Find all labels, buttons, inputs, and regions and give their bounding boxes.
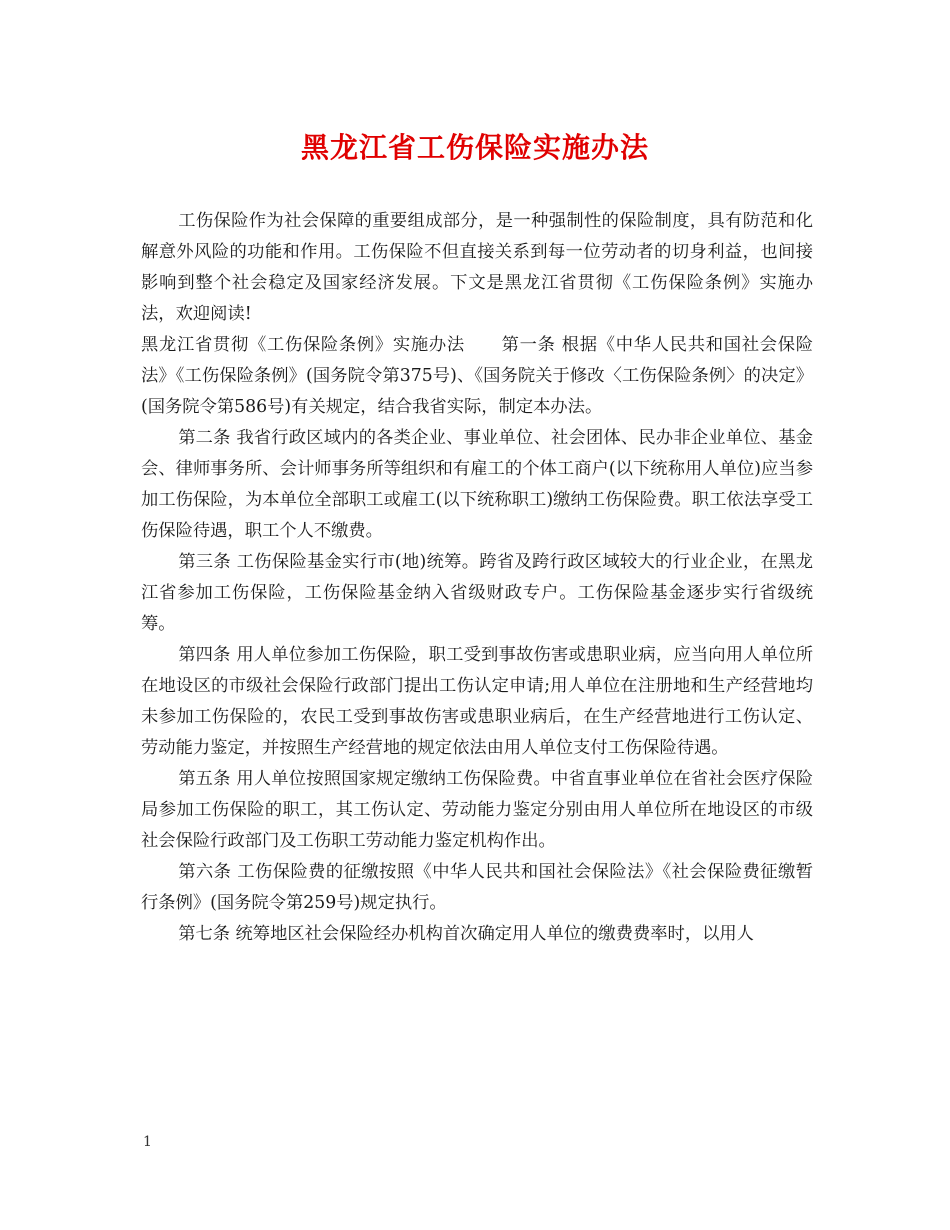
subheading-and-article-1 bbox=[141, 330, 813, 423]
subheading: 黑龙江省贯彻《工伤保险条例》实施办法 bbox=[141, 335, 465, 355]
document-title: 黑龙江省工伤保险实施办法 bbox=[300, 131, 649, 164]
article-5: 第五条 用人单位按照国家规定缴纳工伤保险费。中省直事业单位在省社会医疗保险局参加工伤保险的职工，其工伤认定、劳动能力鉴定分别由用人单位所在地设区的市级社会保险行政部门及工伤职工劳动能力鉴定机构作出。 bbox=[141, 769, 813, 851]
article-1: 第一条 根据《中华人民共和国社会保险法》《工伤保险条例》(国务院令第375号)、《国务院关于修改〈工伤保险条例〉的决定》(国务院令第586号)有关规定，结合我省实际，制定本办法。 bbox=[141, 335, 813, 417]
article-3: 第三条 工伤保险基金实行市(地)统筹。跨省及跨行政区域较大的行业企业，在黑龙江省参加工伤保险，工伤保险基金纳入省级财政专户。工伤保险基金逐步实行省级统筹。 bbox=[141, 552, 813, 634]
article-2: 第二条 我省行政区域内的各类企业、事业单位、社会团体、民办非企业单位、基金会、律师事务所、会计师事务所等组织和有雇工的个体工商户(以下统称用人单位)应当参加工伤保险，为本单位全部职工或雇工(以下统称职工)缴纳工伤保险费。职工依法享受工伤保险待遇，职工个人不缴费。 bbox=[141, 428, 813, 541]
document-body bbox=[141, 206, 813, 950]
article-4: 第四条 用人单位参加工伤保险，职工受到事故伤害或患职业病，应当向用人单位所在地设区的市级社会保险行政部门提出工伤认定申请;用人单位在注册地和生产经营地均未参加工伤保险的，农民工受到事故伤害或患职业病后，在生产经营地进行工伤认定、劳动能力鉴定，并按照生产经营地的规定依法由用人单位支付工伤保险待遇。 bbox=[141, 645, 813, 758]
article-7: 第七条 统筹地区社会保险经办机构首次确定用人单位的缴费费率时，以用人 bbox=[178, 924, 754, 944]
intro-paragraph: 工伤保险作为社会保障的重要组成部分，是一种强制性的保险制度，具有防范和化解意外风险的功能和作用。工伤保险不但直接关系到每一位劳动者的切身利益，也间接影响到整个社会稳定及国家经济发展。下文是黑龙江省贯彻《工伤保险条例》实施办法，欢迎阅读! bbox=[141, 211, 813, 324]
page-number: 1 bbox=[143, 1134, 152, 1150]
article-6: 第六条 工伤保险费的征缴按照《中华人民共和国社会保险法》《社会保险费征缴暂行条例》(国务院令第259号)规定执行。 bbox=[141, 862, 813, 913]
